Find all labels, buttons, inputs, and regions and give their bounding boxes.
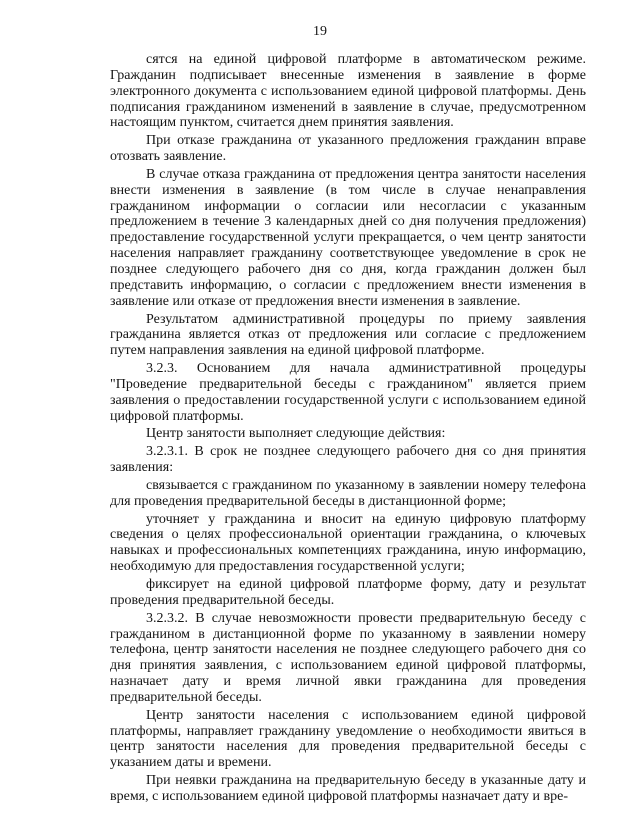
- paragraph: При отказе гражданина от указанного предложения гражданин вправе отозвать заявление.: [110, 133, 586, 165]
- paragraph: сятся на единой цифровой платформе в автоматическом режиме. Гражданин подписывает внесенные изменения в заявление в форме электронного документа с использованием единой цифровой платформы. День подписания гражданином изменений в заявление в случае, предусмотренном настоящим пунктом, считается днем принятия заявления.: [110, 52, 586, 131]
- document-body: [110, 52, 586, 807]
- paragraph: Результатом административной процедуры по приему заявления гражданина является отказ от предложения или согласие с предложением путем направления заявления на единой цифровой платформе.: [110, 311, 586, 359]
- paragraph: Центр занятости выполняет следующие действия:: [146, 426, 446, 442]
- paragraph: В случае отказа гражданина от предложения центра занятости населения внести изменения в заявление (в том числе в случае ненаправления гражданином информации о согласии или несогласии с указанным предложением в течение 3 календарных дней со дня получения предложения) предоставление государственной услуги прекращается, о чем центр занятости населения направляет гражданину соответствующее уведомление в срок не позднее следующего рабочего дня со дня, когда гражданин должен был представить информацию, о согласии с предложением внести изменения в заявление или отказе от предложения внести изменения в заявление.: [110, 166, 586, 309]
- paragraph: фиксирует на единой цифровой платформе форму, дату и результат проведения предварительной беседы.: [110, 577, 586, 608]
- paragraph: Центр занятости населения с использованием единой цифровой платформы, направляет гражданину уведомление о необходимости явиться в центр занятости населения для проведения предварительной беседы с указанием даты и времени.: [110, 707, 586, 771]
- paragraph: уточняет у гражданина и вносит на единую цифровую платформу сведения о целях профессиональной ориентации гражданина, о ключевых навыках и профессиональных компетенциях гражданина, иную информацию, необходимую для предоставления государственной услуги;: [110, 511, 586, 575]
- paragraph: связывается с гражданином по указанному в заявлении номеру телефона для проведения предварительной беседы в дистанционной форме;: [110, 477, 586, 509]
- paragraph: При неявки гражданина на предварительную беседу в указанные дату и время, с использованием единой цифровой платформы назначает дату и вре-: [110, 773, 586, 804]
- paragraph: 3.2.3.2. В случае невозможности провести предварительную беседу с гражданином в дистанционной форме по указанному в заявлении номеру телефона, центр занятости населения не позднее следующего рабочего дня со дня принятия заявления, с использованием единой цифровой платформы, назначает дату и время личной явки гражданина для проведения предварительной беседы.: [110, 610, 586, 705]
- paragraph: 3.2.3.1. В срок не позднее следующего рабочего дня со дня принятия заявления:: [110, 444, 586, 476]
- page-number: 19: [313, 24, 327, 39]
- paragraph: 3.2.3. Основанием для начала административной процедуры "Проведение предварительной беседы с гражданином" является прием заявления о предоставлении государственной услуги с использованием единой цифровой платформы.: [110, 361, 586, 424]
